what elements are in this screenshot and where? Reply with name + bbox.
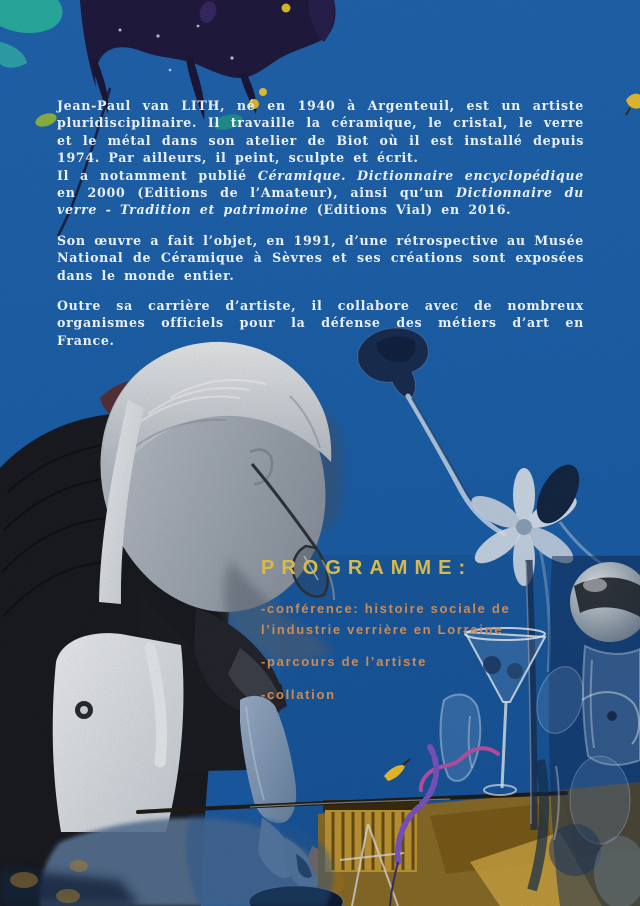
bio-paragraph: Outre sa carrière d’artiste, il collabore avec de nombreux organismes officiels pour la défense des métiers d’art en France. [57, 298, 584, 348]
programme-heading: PROGRAMME: [261, 557, 473, 579]
bio-paragraph: Son œuvre a fait l’objet, en 1991, d’une rétrospective au Musée National de Céramique à Sèvres et ses créations sont exposées dans le monde entier. [57, 232, 584, 283]
bio-paragraph: Il a notamment publié Céramique. Dictionnaire encyclopédique en 2000 (Editions de l’Amateur), ainsi qu’un Dictionnaire du verre - Tradition et patrimoine (Editions Vial) en 2016. [57, 167, 584, 218]
programme-items [261, 599, 515, 705]
bio-paragraph: Jean-Paul van LITH, né en 1940 à Argenteuil, est un artiste pluridisciplinaire. Il travaille la céramique, le cristal, le verre et le métal dans son atelier de Biot où il est installé depuis 1974. Par ailleurs, il peint, sculpte et écrit. [57, 98, 584, 166]
programme-item: -parcours de l’artiste [261, 654, 427, 669]
programme-block [261, 556, 527, 705]
bio-text-block [57, 97, 584, 349]
programme-item: -conférence: histoire sociale de l’industrie verrière en Lorraine [261, 601, 511, 637]
programme-item: -collation [261, 686, 336, 702]
